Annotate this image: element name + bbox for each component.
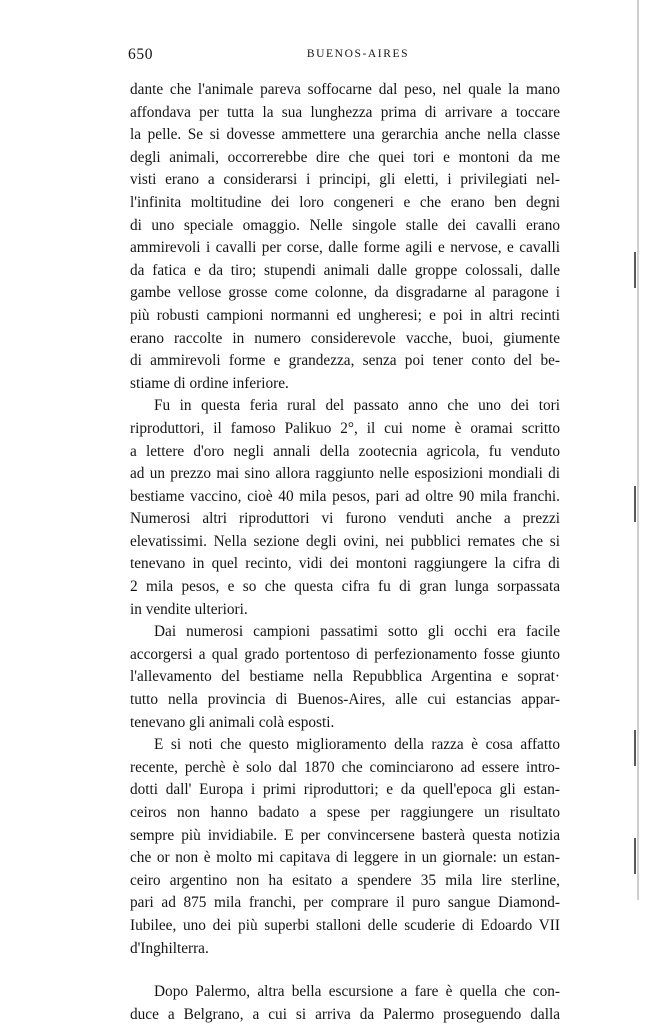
edge-mark [634, 730, 636, 766]
text-line: visti erano a considerarsi i principi, gli eletti, i privilegiati nel- [130, 171, 560, 189]
text-line: dotti dall' Europa i primi riproduttori; e da quell'epoca gli estan- [130, 781, 560, 799]
text-line: Fu in questa feria rural del passato anno che uno dei tori [154, 397, 560, 415]
text-line: 2 mila pesos, e so che questa cifra fu di gran lunga sorpassata [130, 578, 560, 596]
text-line: E si noti che questo miglioramento della razza è cosa affatto [154, 736, 560, 754]
edge-mark [634, 252, 636, 288]
edge-mark [634, 838, 636, 874]
text-line: Dopo Palermo, altra bella escursione a fare è quella che con- [154, 983, 560, 1001]
page-header [126, 46, 562, 66]
page-edge-rule [637, 0, 639, 900]
text-line: da fatica e da tiro; stupendi animali dalle groppe colossali, dalle [130, 261, 560, 279]
paragraph-gap [130, 960, 560, 981]
text-line: che or non è molto mi capitava di leggere in un giornale: un estan- [130, 849, 560, 867]
text-line: più robusti campioni normanni ed ungheresi; e poi in altri recinti [130, 306, 560, 324]
text-line: Numerosi altri riproduttori vi furono venduti anche a prezzi [130, 510, 560, 528]
text-line: l'infinita moltitudine dei loro congeneri e che erano ben degni [130, 193, 560, 211]
text-line: ceiros non hanno badato a spese per raggiungere un risultato [130, 804, 560, 821]
text-line: recente, perchè è solo dal 1870 che cominciarono ad essere intro- [130, 758, 560, 776]
text-line: ceiro argentino non ha esitato a spendere 35 mila lire sterline, [130, 871, 560, 889]
text-line: dante che l'animale pareva soffocarne dal peso, nel quale la mano [130, 81, 560, 98]
text-line: l'allevamento del bestiame nella Repubblica Argentina e soprat· [130, 668, 560, 686]
text-line: in vendite ulteriori. [130, 600, 248, 618]
text-line: Dai numerosi campioni passatimi sotto gli occhi era facile [154, 623, 560, 641]
body-text [130, 79, 560, 1026]
text-line: di uno speciale omaggio. Nelle singole stalle dei cavalli erano [130, 216, 560, 234]
text-line: ammirevoli i cavalli per corse, dalle forme agili e nervose, e cavalli [130, 239, 560, 257]
text-line: erano raccolte in numero considerevole vacche, buoi, giumente [130, 329, 560, 347]
running-head: BUENOS-AIRES [306, 48, 410, 60]
page-number: 650 [128, 46, 154, 63]
text-line: riproduttori, il famoso Palikuo 2°, il cui nome è oramai scritto [130, 419, 560, 437]
text-line: a lettere d'oro negli annali della zootecnia agricola, fu venduto [130, 442, 560, 460]
text-line: tutto nella provincia di Buenos-Aires, alle cui estancias appar- [130, 691, 560, 709]
text-line: affondava per tutta la sua lunghezza prima di arrivare a toccare [130, 103, 560, 121]
text-line: bestiame vaccino, cioè 40 mila pesos, pari ad oltre 90 mila franchi. [130, 487, 560, 505]
text-line: accorgersi a qual grado portentoso di perfezionamento fosse giunto [130, 645, 560, 663]
text-line: tenevano gli animali colà esposti. [130, 713, 335, 731]
text-line: pari ad 875 mila franchi, per comprare il puro sangue Diamond- [130, 894, 560, 912]
text-line: di ammirevoli forme e grandezza, senza poi tener conto del be- [130, 352, 560, 370]
text-line: d'Inghilterra. [130, 939, 209, 957]
text-line: Iubilee, uno dei più superbi stalloni delle scuderie di Edoardo VII [130, 916, 560, 934]
text-line: duce a Belgrano, a cui si arriva da Palermo proseguendo dalla [130, 1005, 560, 1023]
edge-mark [634, 486, 636, 522]
text-line: elevatissimi. Nella sezione degli ovini, nei pubblici remates che si [130, 532, 560, 550]
text-line: gambe vellose grosse come colonne, da disgradarne al paragone i [130, 284, 560, 302]
text-line: stiame di ordine inferiore. [130, 374, 289, 392]
text-line: degli animali, occorrerebbe dire che quei tori e montoni da me [130, 148, 560, 166]
text-line: tenevano in quel recinto, vidi dei montoni raggiungere la cifra di [130, 555, 560, 573]
text-line: sempre più invidiabile. E per convincersene basterà questa notizia [130, 826, 560, 844]
text-line: la pelle. Se si dovesse ammettere una gerarchia anche nella classe [130, 126, 560, 144]
text-line: ad un prezzo mai sino allora raggiunto nelle esposizioni mondiali di [130, 465, 560, 483]
